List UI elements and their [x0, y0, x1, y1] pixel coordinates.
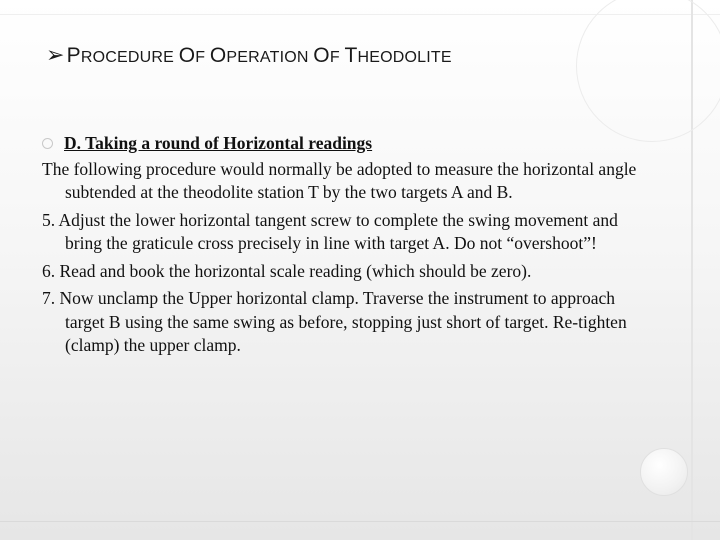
section-heading	[42, 132, 642, 156]
frame-bottom-line	[0, 521, 720, 522]
title-word-2: OF	[178, 44, 206, 67]
title-word-3: OPERATION	[209, 44, 309, 67]
decorative-circle-small	[640, 448, 688, 496]
title-word-5: THEODOLITE	[344, 44, 452, 67]
title-word-4: OF	[313, 44, 340, 67]
arrow-bullet-icon: ➢	[46, 42, 65, 67]
body-paragraph-intro: The following procedure would normally be adopted to measure the horizontal angle subtended at the theodolite station T by the two targets A and B.	[42, 158, 637, 202]
slide-body	[42, 132, 642, 362]
title-word-1: PROCEDURE	[66, 44, 175, 67]
slide-title	[46, 42, 452, 68]
body-paragraph-step-6: 6. Read and book the horizontal scale reading (which should be zero).	[42, 260, 532, 281]
decorative-circle-large	[576, 0, 720, 142]
body-paragraph-step-5: 5. Adjust the lower horizontal tangent screw to complete the swing movement and bring the graticule cross precisely in line with target A. Do not “overshoot”!	[42, 209, 618, 253]
section-heading-text: D. Taking a round of Horizontal readings	[64, 133, 373, 153]
circle-bullet-icon	[42, 138, 53, 149]
body-paragraph-step-7: 7. Now unclamp the Upper horizontal clamp. Traverse the instrument to approach target B using the same swing as before, stopping just short of target. Re-tighten (clamp) the upper clamp.	[42, 288, 627, 355]
